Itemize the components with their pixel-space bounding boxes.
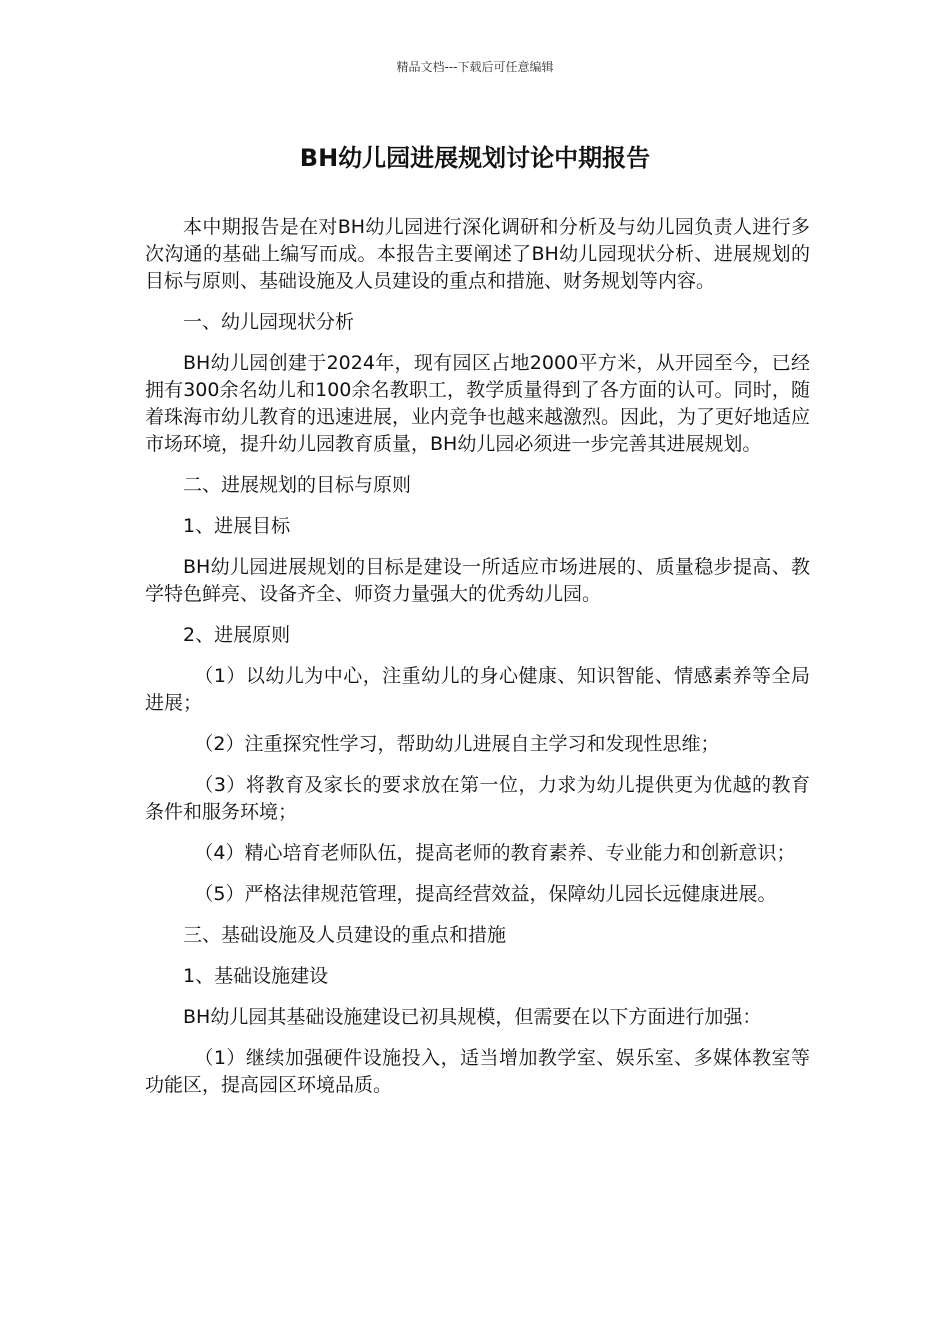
section-heading-infrastructure-staff: 三、基础设施及人员建设的重点和措施 [183,924,507,946]
principle-item-1: （1）以幼儿为中心，注重幼儿的身心健康、知识智能、情感素养等全局进展； [145,665,810,714]
principle-item-2: （2）注重探究性学习，帮助幼儿进展自主学习和发现性思维； [194,733,720,755]
section-heading-status: 一、幼儿园现状分析 [183,311,355,333]
intro-paragraph: 本中期报告是在对BH幼儿园进行深化调研和分析及与幼儿园负责人进行多次沟通的基础上编写而成。本报告主要阐述了BH幼儿园现状分析、进展规划的目标与原则、基础设施及人员建设的重点和措施、财务规划等内容。 [145,216,810,292]
section-heading-goals-principles: 二、进展规划的目标与原则 [183,474,412,496]
document-body [145,214,810,1113]
subheading-principles: 2、进展原则 [183,624,291,646]
subheading-goals: 1、进展目标 [183,515,291,537]
status-paragraph: BH幼儿园创建于2024年，现有园区占地2000平方米，从开园至今，已经拥有300余名幼儿和100余名教职工，教学质量得到了各方面的认可。同时，随着珠海市幼儿教育的迅速进展，业内竞争也越来越激烈。因此，为了更好地适应市场环境，提升幼儿园教育质量，BH幼儿园必须进一步完善其进展规划。 [145,352,811,455]
infrastructure-paragraph: BH幼儿园其基础设施建设已初具规模，但需要在以下方面进行加强： [183,1006,762,1028]
principle-item-4: （4）精心培育老师队伍，提高老师的教育素养、专业能力和创新意识； [194,842,796,864]
document-title: BH幼儿园进展规划讨论中期报告 [299,144,651,172]
goals-paragraph: BH幼儿园进展规划的目标是建设一所适应市场进展的、质量稳步提高、教学特色鲜亮、设备齐全、师资力量强大的优秀幼儿园。 [145,556,810,605]
subheading-infrastructure: 1、基础设施建设 [183,965,329,987]
principle-item-5: （5）严格法律规范管理，提高经营效益，保障幼儿园长远健康进展。 [194,883,777,905]
infrastructure-item-1: （1）继续加强硬件设施投入，适当增加教学室、娱乐室、多媒体教室等功能区，提高园区环境品质。 [145,1047,810,1096]
page-header-note: 精品文档---下载后可任意编辑 [396,60,554,74]
principle-item-3: （3）将教育及家长的要求放在第一位，力求为幼儿提供更为优越的教育条件和服务环境； [145,774,810,823]
